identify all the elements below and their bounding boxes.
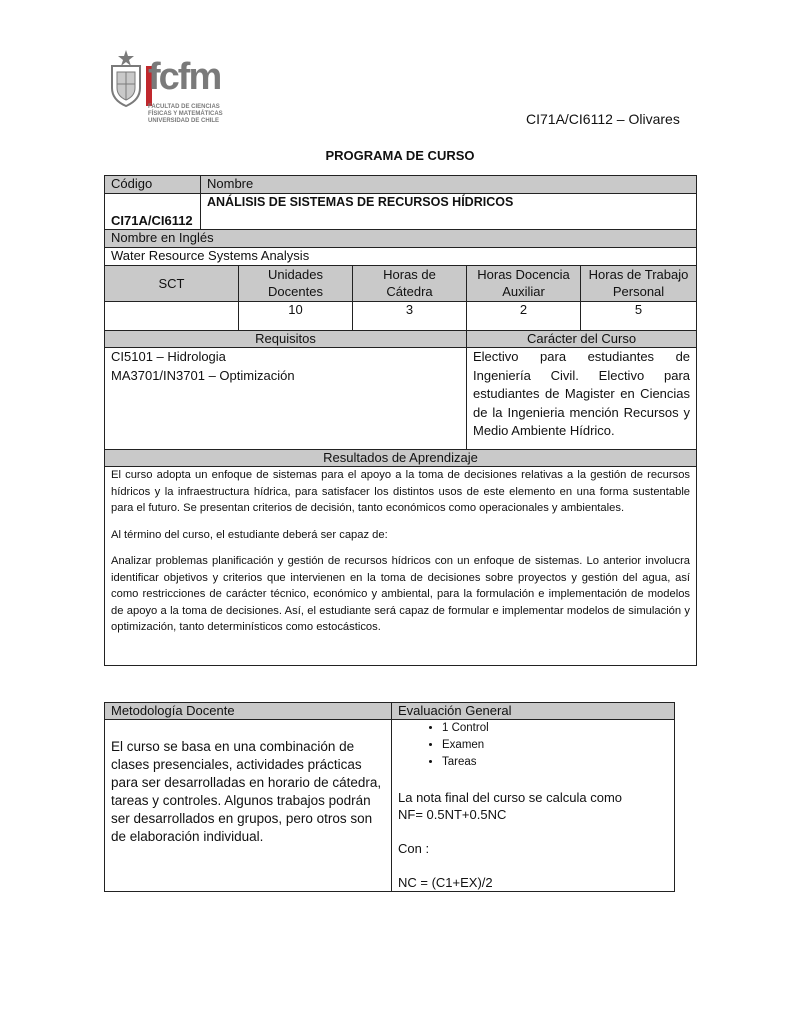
learning-paragraph: El curso adopta un enfoque de sistemas para el apoyo a la toma de decisiones relativas a la gestión de recursos hídricos y la infraestructura hídrica, para satisfacer los distintos usos de este elemento en una forma sustentable para el futuro. Se presentan criterios de decisión, tanto económicos como operacionales y ambientales. — [111, 469, 691, 514]
learning-paragraph: Al término del curso, el estudiante deberá ser capaz de: — [111, 528, 388, 541]
english-name: Water Resource Systems Analysis — [105, 248, 697, 266]
formula-con: Con : — [398, 841, 430, 856]
university-logo — [108, 48, 233, 130]
credits-value-sct — [105, 302, 239, 331]
course-program-table — [104, 175, 697, 666]
methodology-evaluation-table — [104, 702, 675, 892]
learning-paragraph: Analizar problemas planificación y gestión de recursos hídricos con un enfoque de sistemas. Lo anterior involucra identificar objetivos y criterios que intervienen en la toma de decisiones sobre proyectos y gestión del agua, así como restricciones de carácter técnico, económico y ambiental, para la formulación e implementación de modelos de apoyo a la toma de decisiones. Así, el estudiante será capaz de formular e implementar modelos de simulación y optimización, tanto determinísticos como estocásticos. — [111, 555, 691, 633]
page-title: PROGRAMA DE CURSO — [325, 148, 475, 163]
credits-header-sct: SCT — [105, 266, 239, 302]
character-label: Carácter del Curso — [467, 331, 697, 348]
logo-wordmark: fcfm — [148, 56, 221, 98]
credits-header-units: Unidades Docentes — [239, 266, 353, 302]
evaluation-details — [392, 720, 675, 892]
learning-outcomes — [105, 467, 697, 666]
list-item: • Tareas — [442, 754, 668, 771]
final-grade-formula: NF= 0.5NT+0.5NC — [398, 807, 507, 822]
credits-header-auxiliary-hours: Horas Docencia Auxiliar — [467, 266, 581, 302]
code-label: Código — [105, 176, 201, 194]
methodology-text: El curso se basa en una combinación de clases presenciales, actividades prácticas para ser desarrolladas en horario de cátedra, tareas y controles. Algunos trabajos podrán ser desarrollados en grupos, pero otros son de elaboración individual. — [105, 720, 392, 892]
list-item: • Examen — [442, 737, 668, 754]
credits-header-lecture-hours: Horas de Cátedra — [353, 266, 467, 302]
course-name: ANÁLISIS DE SISTEMAS DE RECURSOS HÍDRICOS — [201, 194, 697, 230]
evaluation-items-list — [398, 720, 668, 771]
evaluation-label: Evaluación General — [392, 703, 675, 720]
course-reference: CI71A/CI6112 – Olivares — [526, 111, 680, 127]
name-label: Nombre — [201, 176, 697, 194]
requirements-label: Requisitos — [105, 331, 467, 348]
nc-formula: NC = (C1+EX)/2 — [398, 875, 493, 890]
english-name-label: Nombre en Inglés — [105, 230, 697, 248]
requirement-item: MA3701/IN3701 – Optimización — [111, 367, 295, 383]
learning-outcomes-label: Resultados de Aprendizaje — [105, 450, 697, 467]
course-character: Electivo para estudiantes de Ingeniería Civil. Electivo para estudiantes de Magister en Ciencias de la Ingenieria mención Recursos y Medio Ambiente Hídrico. — [467, 348, 697, 450]
list-item: • 1 Control — [442, 720, 668, 737]
formula-intro: La nota final del curso se calcula como — [398, 790, 623, 805]
credits-value-personal-hours: 5 — [581, 302, 697, 331]
credits-value-units: 10 — [239, 302, 353, 331]
logo-subtitle: FACULTAD DE CIENCIAS FÍSICAS Y MATEMÁTICAS UNIVERSIDAD DE CHILE — [148, 104, 223, 124]
credits-value-lecture-hours: 3 — [353, 302, 467, 331]
credits-header-personal-hours: Horas de Trabajo Personal — [581, 266, 697, 302]
credits-value-auxiliary-hours: 2 — [467, 302, 581, 331]
requirement-item: CI5101 – Hidrologia — [111, 349, 226, 364]
course-code: CI71A/CI6112 — [105, 194, 201, 230]
methodology-label: Metodología Docente — [105, 703, 392, 720]
requirements-list — [105, 348, 467, 450]
